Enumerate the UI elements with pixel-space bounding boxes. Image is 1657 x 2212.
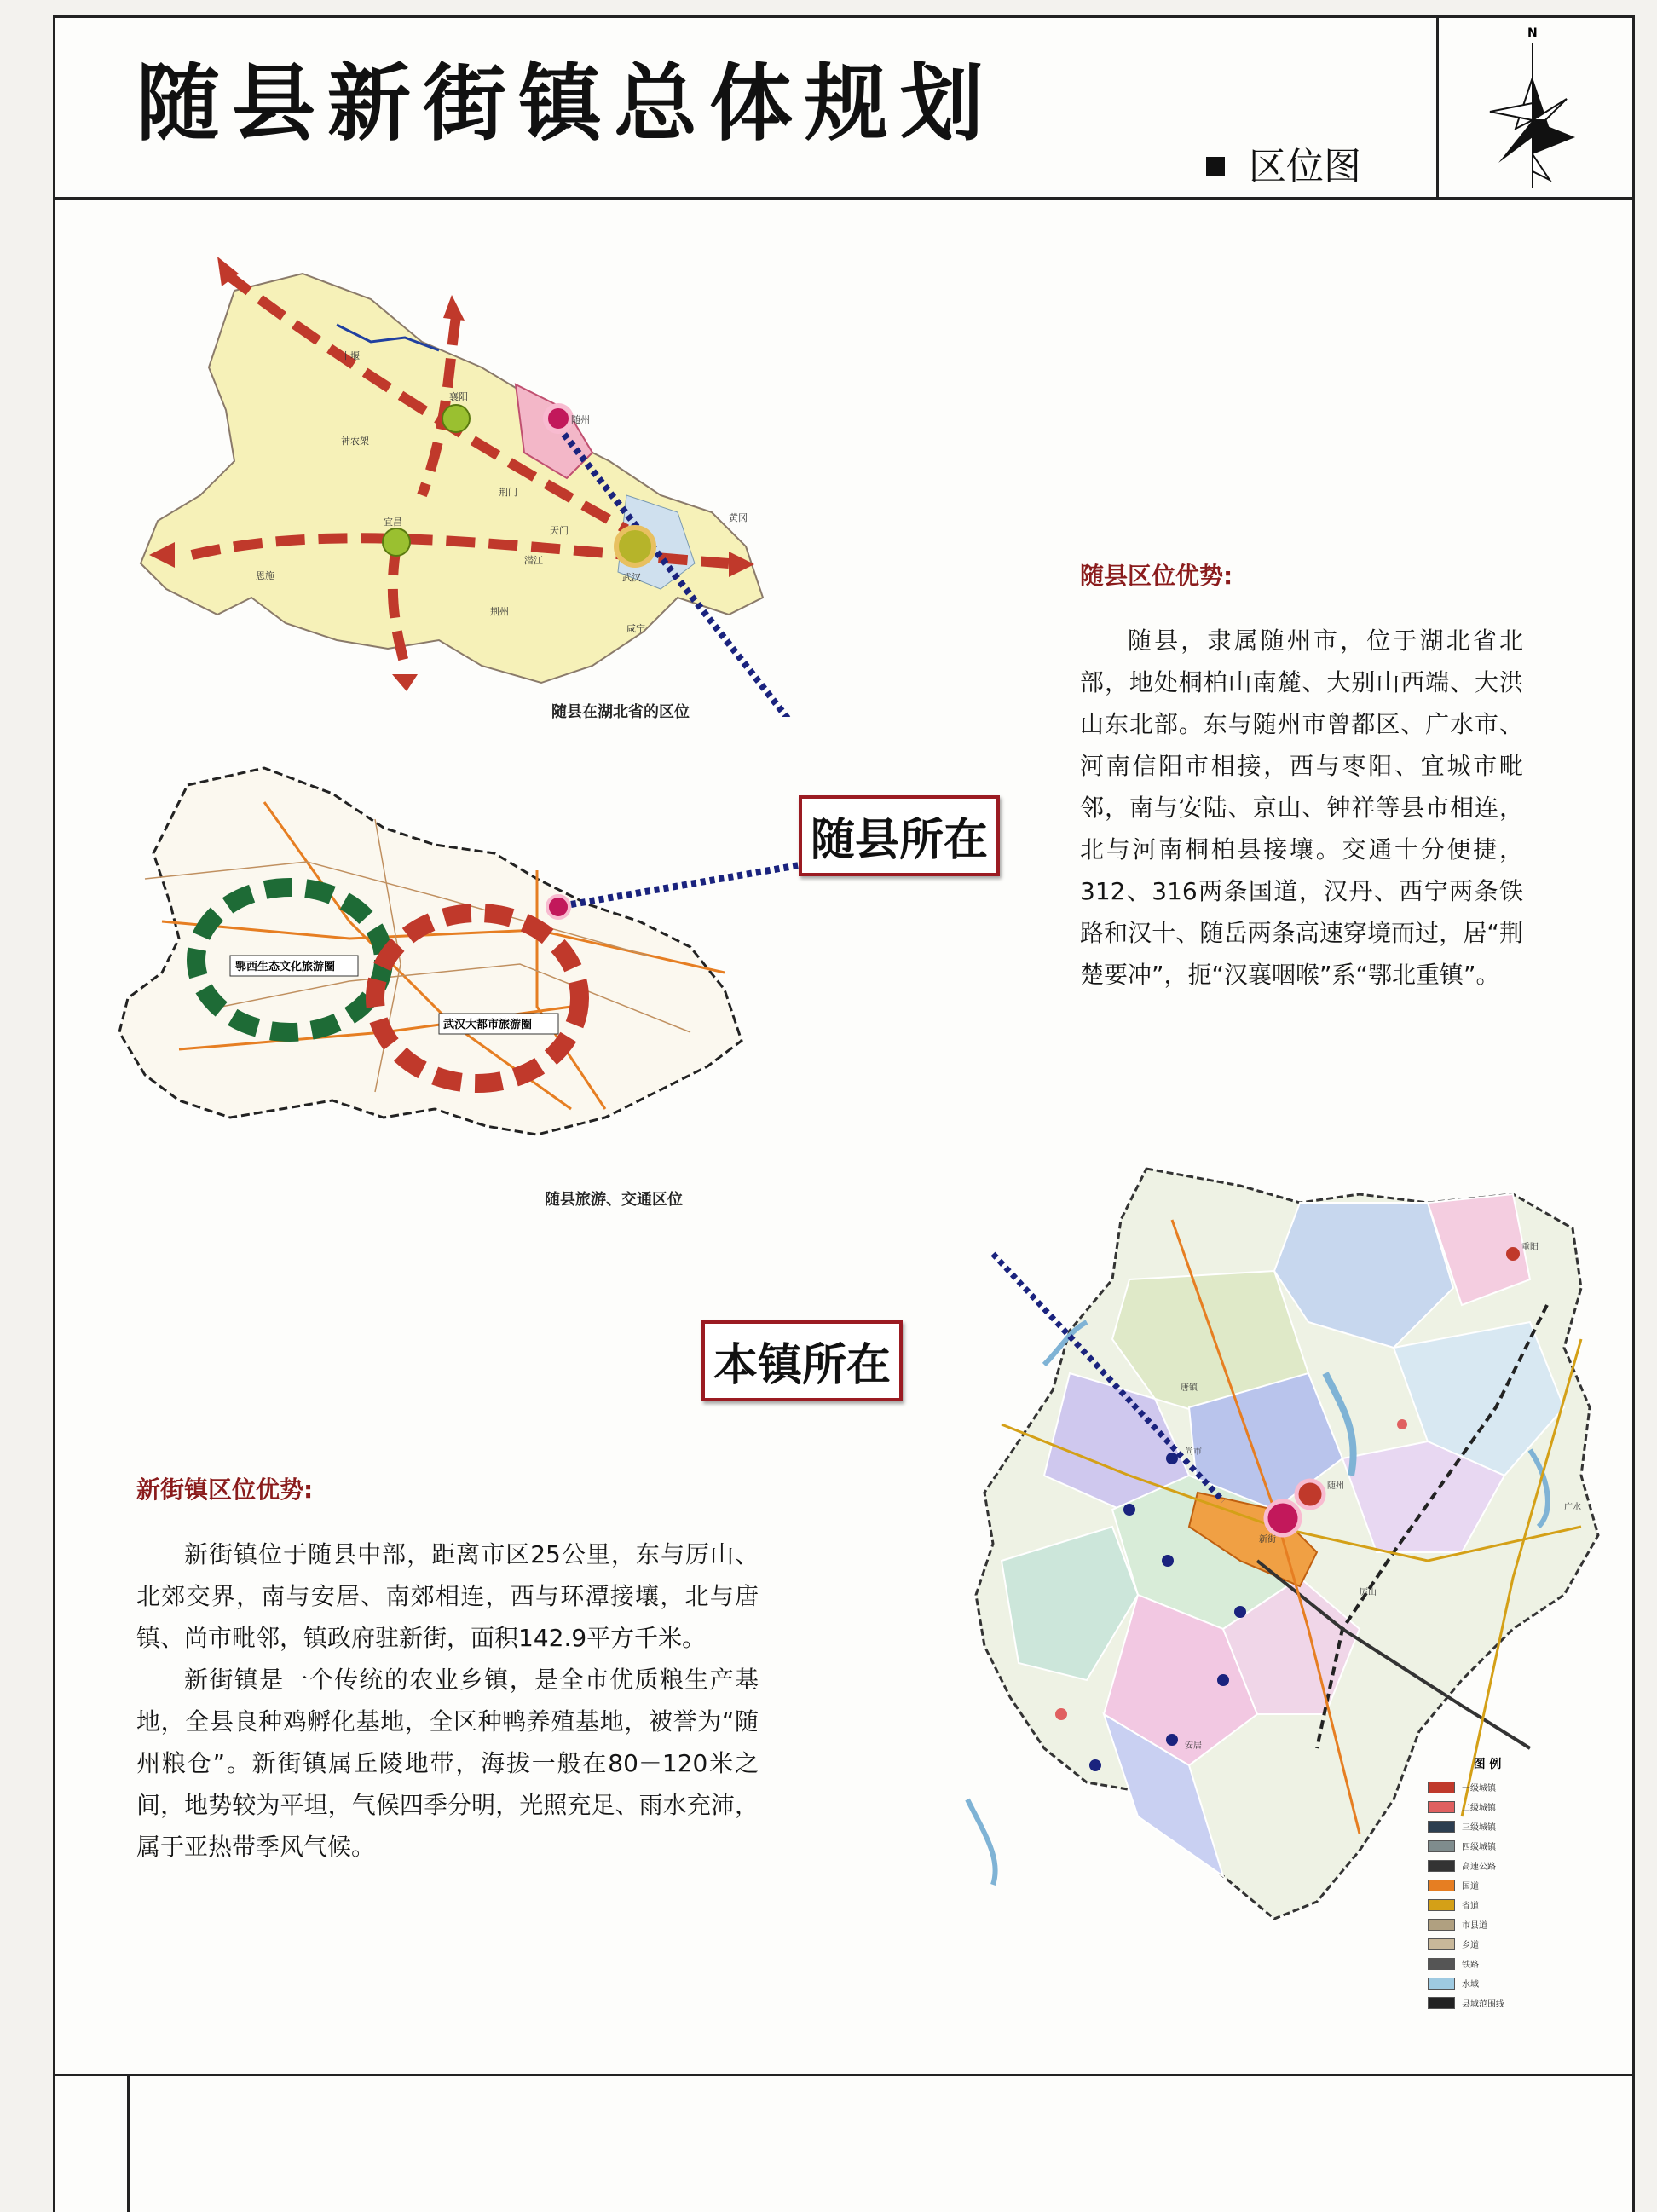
place-label: 广水	[1564, 1503, 1581, 1512]
place-label: 随州	[1327, 1481, 1344, 1491]
page-title: 随县新街镇总体规划	[136, 55, 996, 153]
legend-swatch	[1428, 1821, 1455, 1833]
county-advantage-text	[1080, 620, 1523, 996]
city-label: 宜昌	[384, 517, 402, 528]
legend-row	[1428, 1836, 1547, 1856]
footer-divider	[55, 2074, 1632, 2076]
town-advantage-paragraph-1: 新街镇位于随县中部，距离市区25公里，东与厉山、北郊交界，南与安居、南郊相连，西与环潭接壤，北与唐镇、尚市毗邻，镇政府驻新街，面积142.9平方千米。	[136, 1540, 759, 1652]
city-label: 随州	[571, 414, 590, 425]
legend-swatch	[1428, 1938, 1455, 1950]
legend-row	[1428, 1915, 1547, 1934]
legend-swatch	[1428, 1958, 1455, 1970]
legend-row	[1428, 1934, 1547, 1954]
town-advantage-text	[136, 1533, 759, 1868]
map-legend	[1428, 1755, 1547, 2013]
legend-row	[1428, 1875, 1547, 1895]
legend-label: 铁路	[1462, 1961, 1479, 1970]
legend-label: 县域范围线	[1462, 2000, 1504, 2009]
legend-swatch	[1428, 1899, 1455, 1911]
county-location-callout: 随县所在	[799, 795, 1000, 876]
legend-row	[1428, 1954, 1547, 1973]
legend-swatch	[1428, 1860, 1455, 1872]
legend-label: 高速公路	[1462, 1863, 1496, 1872]
subtitle-text: 区位图	[1249, 145, 1361, 188]
footer-column-divider	[127, 2074, 130, 2212]
place-label: 重阳	[1521, 1243, 1539, 1252]
legend-swatch	[1428, 1880, 1455, 1891]
legend-label: 三级城镇	[1462, 1823, 1496, 1833]
city-label: 荆门	[499, 487, 517, 498]
header	[55, 18, 1632, 200]
county-advantage-title: 随县区位优势:	[1080, 562, 1233, 590]
town-advantage-title: 新街镇区位优势:	[136, 1476, 314, 1504]
bullet-square-icon	[1206, 157, 1225, 176]
legend-title: 图 例	[1473, 1758, 1502, 1771]
legend-row	[1428, 1973, 1547, 1993]
suizhou-city-marker	[1296, 1481, 1324, 1508]
wuhan-marker	[616, 528, 654, 565]
city-label: 神农架	[341, 436, 369, 447]
legend-swatch	[1428, 1919, 1455, 1931]
plan-sheet	[53, 15, 1635, 2212]
town-location-callout: 本镇所在	[701, 1320, 903, 1401]
legend-row	[1428, 1993, 1547, 2013]
legend-row	[1428, 1816, 1547, 1836]
city-label: 十堰	[341, 350, 360, 361]
city-label: 荆州	[490, 606, 509, 617]
county-advantage-paragraph: 随县，隶属随州市，位于湖北省北部，地处桐柏山南麓、大别山西端、大洪山东北部。东与随州市曾都区、广水市、河南信阳市相接，西与枣阳、宜城市毗邻，南与安陆、京山、钟祥等县市相连，北与河南桐柏县接壤。交通十分便捷，312、316两条国道，汉丹、西宁两条铁路和汉十、随岳两条高速穿境而过，居“荆楚要冲”，扼“汉襄咽喉”系“鄂北重镇”。	[1080, 627, 1523, 989]
city-label: 潜江	[524, 555, 543, 566]
legend-row	[1428, 1797, 1547, 1816]
town-advantage-paragraph-2: 新街镇是一个传统的农业乡镇，是全市优质粮生产基地，全县良种鸡孵化基地，全区种鸭养殖基地，被誉为“随州粮仓”。新街镇属丘陵地带，海拔一般在80－120米之间，地势较为平坦，气候四季分明，光照充足、雨水充沛，属于亚热带季风气候。	[136, 1666, 759, 1861]
city-label: 武汉	[622, 572, 641, 583]
compass-box	[1436, 18, 1635, 197]
suizhou-marker	[546, 406, 571, 431]
east-tourism-zone-label: 武汉大都市旅游圈	[443, 1019, 533, 1031]
city-label: 襄阳	[449, 391, 468, 402]
place-label: 新街	[1259, 1535, 1276, 1545]
legend-swatch	[1428, 1782, 1455, 1793]
legend-label: 一级城镇	[1462, 1784, 1496, 1793]
tourism-traffic-map	[94, 751, 801, 1169]
legend-row	[1428, 1856, 1547, 1875]
legend-swatch	[1428, 1801, 1455, 1813]
legend-row	[1428, 1777, 1547, 1797]
west-tourism-zone-label: 鄂西生态文化旅游圈	[235, 961, 336, 973]
place-label: 厉山	[1360, 1588, 1377, 1597]
legend-row	[1428, 1895, 1547, 1915]
place-label: 唐镇	[1181, 1383, 1198, 1393]
legend-label: 国道	[1462, 1882, 1479, 1891]
place-label: 尚市	[1185, 1447, 1202, 1457]
place-label: 安居	[1185, 1741, 1202, 1751]
tourism-map-caption: 随县旅游、交通区位	[545, 1191, 683, 1209]
north-arrow-icon	[1439, 18, 1635, 197]
city-label: 恩施	[256, 570, 274, 581]
legend-label: 市县道	[1462, 1921, 1487, 1931]
xinjie-town-marker	[1266, 1501, 1300, 1535]
legend-label: 乡道	[1462, 1941, 1479, 1950]
map-subtitle	[1206, 136, 1361, 190]
legend-swatch	[1428, 1840, 1455, 1852]
hubei-map-caption: 随县在湖北省的区位	[551, 703, 690, 721]
city-label: 黄冈	[729, 512, 748, 523]
legend-label: 二级城镇	[1462, 1804, 1496, 1813]
legend-label: 水域	[1462, 1980, 1479, 1990]
legend-swatch	[1428, 1997, 1455, 2009]
north-label: N	[1527, 26, 1538, 40]
legend-label: 省道	[1462, 1902, 1479, 1911]
city-label: 天门	[550, 525, 569, 536]
city-label: 咸宁	[626, 623, 645, 634]
hubei-province-map	[81, 240, 848, 717]
legend-swatch	[1428, 1978, 1455, 1990]
legend-label: 四级城镇	[1462, 1843, 1496, 1852]
